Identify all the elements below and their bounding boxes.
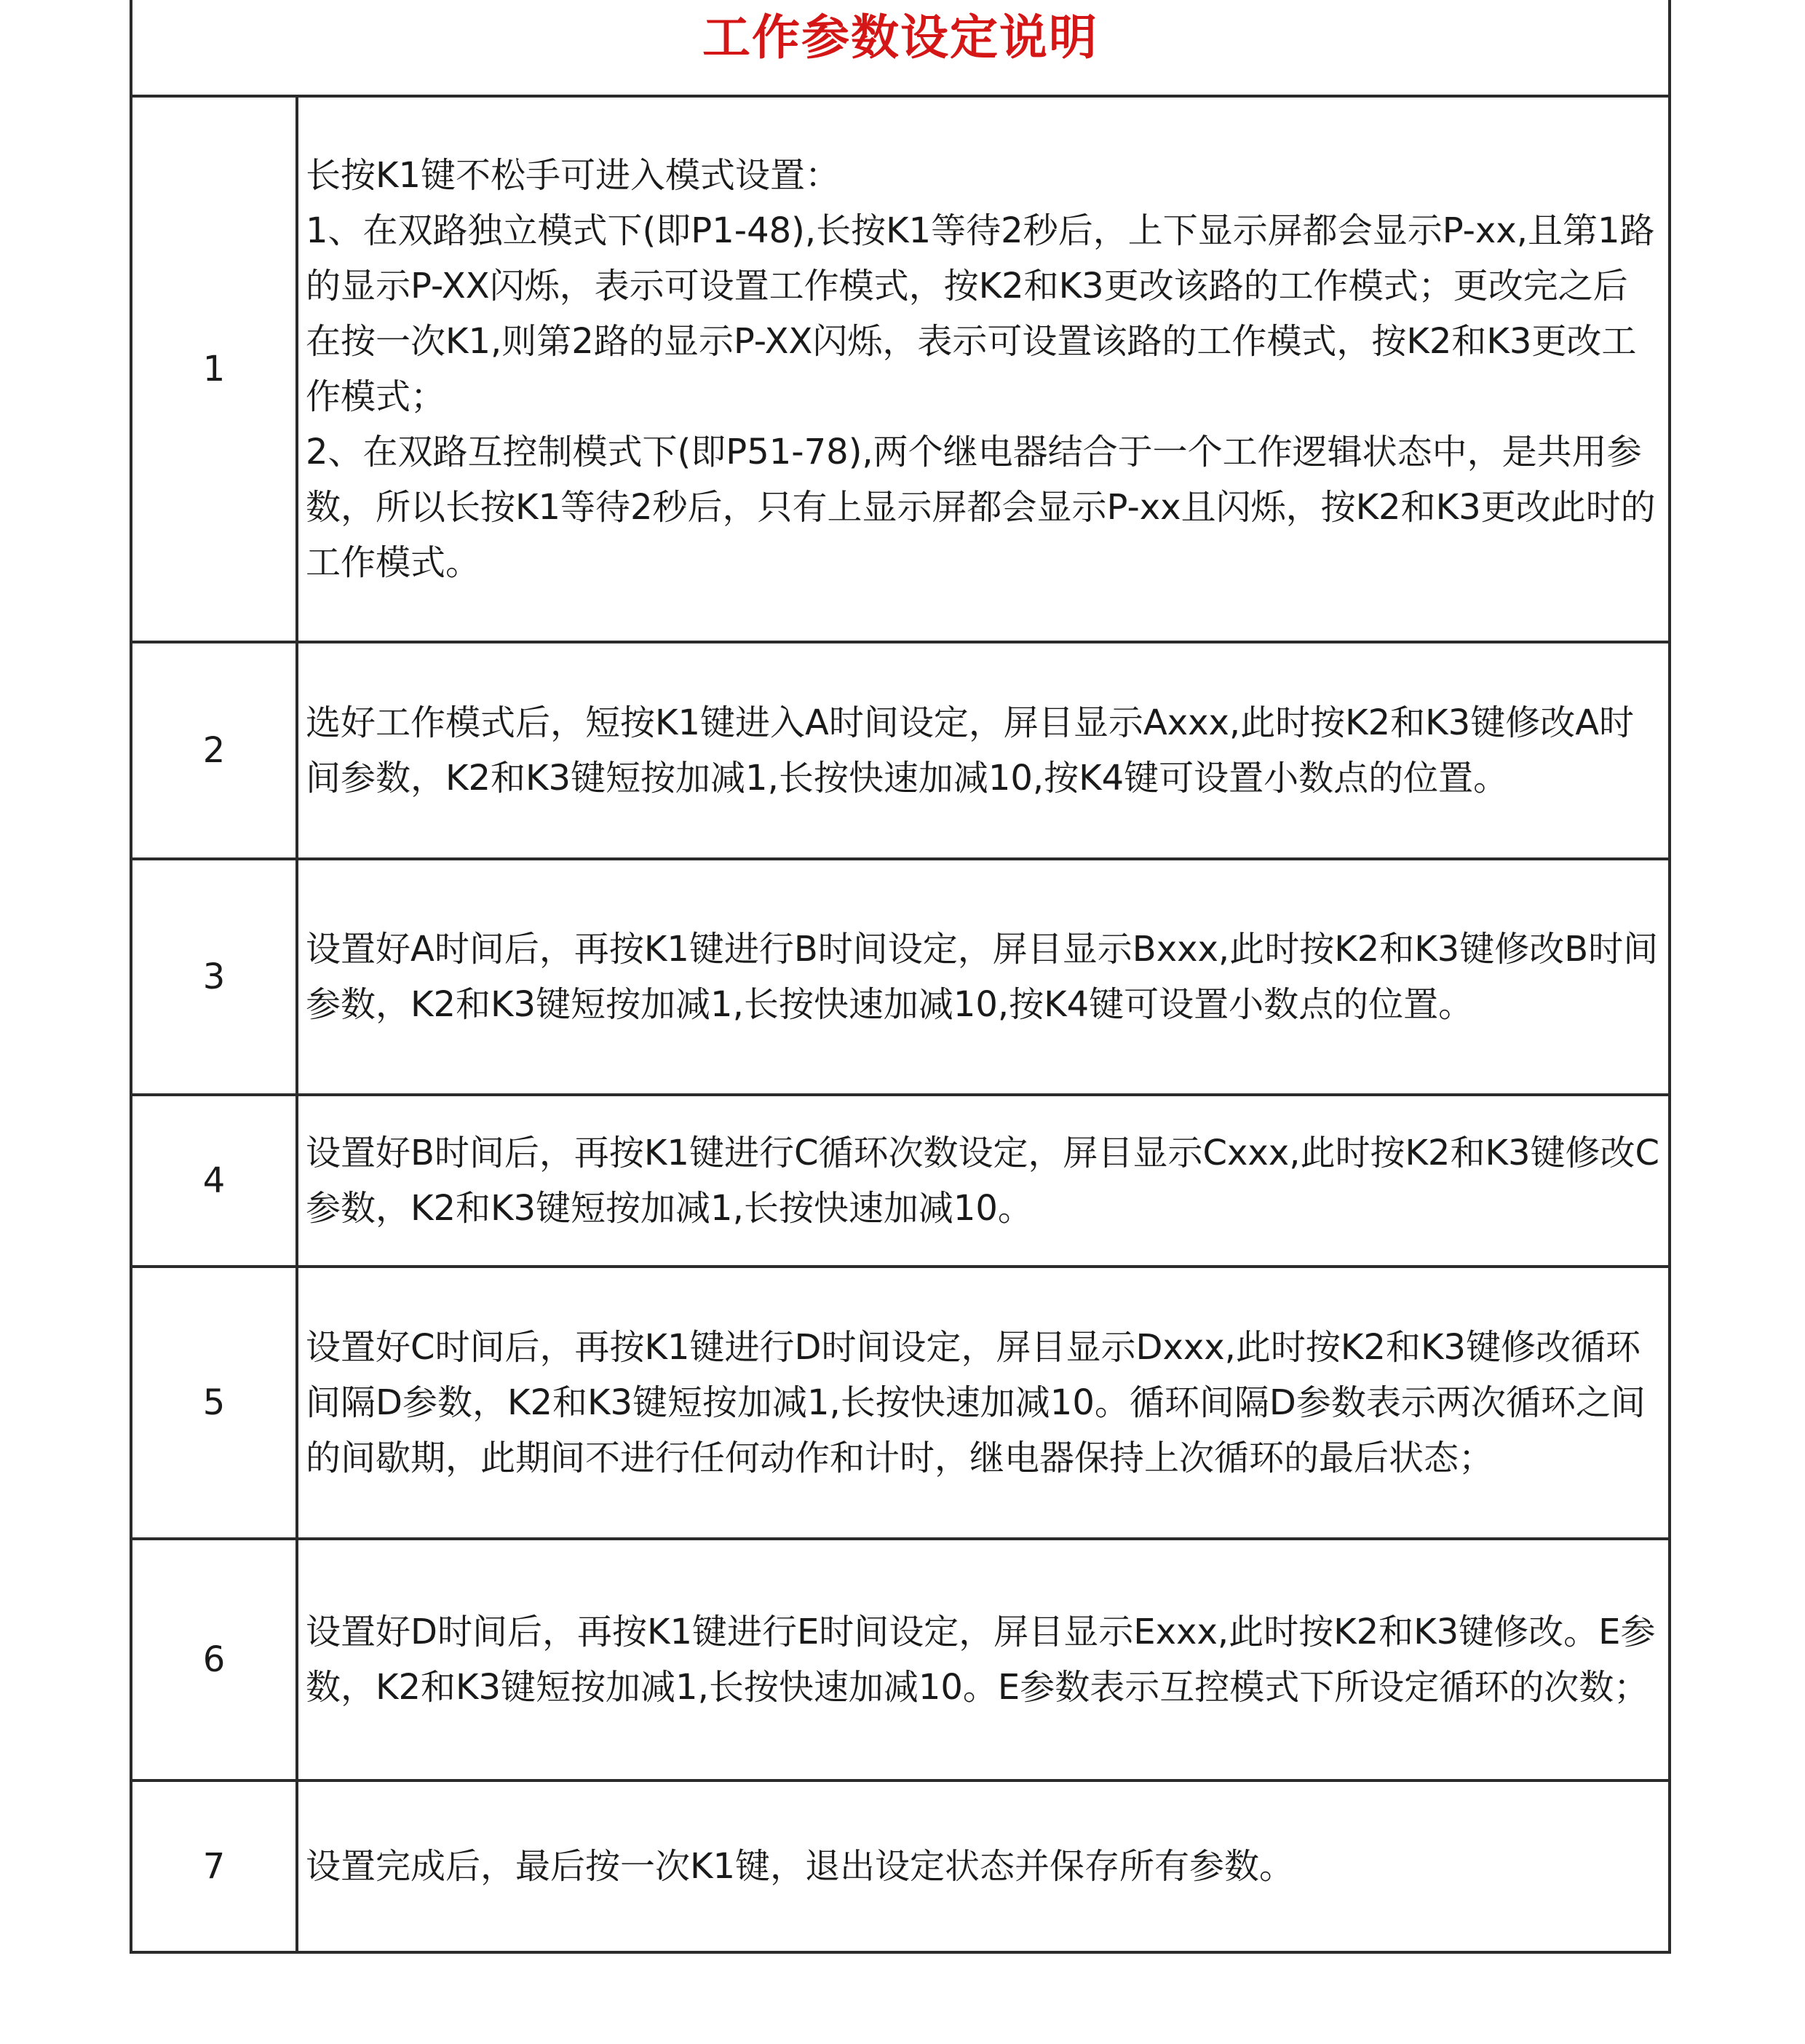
row-number: 2 (132, 643, 298, 857)
description-line: 设置完成后，最后按一次K1键，退出设定状态并保存所有参数。 (306, 1846, 1295, 1887)
page-title: 工作参数设定说明 (702, 9, 1098, 66)
row-number: 1 (132, 98, 298, 641)
row-number: 6 (132, 1540, 298, 1779)
row-description (298, 1268, 1668, 1537)
row-description (298, 1782, 1668, 1951)
row-number: 3 (132, 860, 298, 1093)
table-row (132, 1096, 1668, 1268)
row-description (298, 860, 1668, 1093)
table-row (132, 1782, 1668, 1951)
row-description (298, 643, 1668, 857)
title-row (132, 0, 1668, 98)
row-number: 4 (132, 1096, 298, 1265)
description-line: 设置好C时间后，再按K1键进行D时间设定，屏目显示Dxxx,此时按K2和K3键修改循环间隔D参数，K2和K3键短按加减1,长按快速加减10。循环间隔D参数表示两次循环之间的间歇期，此期间不进行任何动作和计时，继电器保持上次循环的最后状态； (306, 1327, 1646, 1478)
description-line: 设置好B时间后，再按K1键进行C循环次数设定，屏目显示Cxxx,此时按K2和K3键修改C参数，K2和K3键短按加减1,长按快速加减10。 (306, 1133, 1660, 1229)
settings-table (130, 0, 1671, 1954)
description-line: 选好工作模式后，短按K1键进入A时间设定，屏目显示Axxx,此时按K2和K3键修改A时间参数，K2和K3键短按加减1,长按快速加减10,按K4键可设置小数点的位置。 (306, 702, 1635, 799)
row-description (298, 1540, 1668, 1779)
description-line: 长按K1键不松手可进入模式设置： (306, 155, 841, 196)
description-line: 设置好A时间后，再按K1键进行B时间设定，屏目显示Bxxx,此时按K2和K3键修改B时间参数，K2和K3键短按加减1,长按快速加减10,按K4键可设置小数点的位置。 (306, 929, 1659, 1025)
table-row (132, 643, 1668, 860)
row-description (298, 1096, 1668, 1265)
row-number: 7 (132, 1782, 298, 1951)
description-line: 1、在双路独立模式下(即P1-48),长按K1等待2秒后，上下显示屏都会显示P-xx,且第1路的显示P-XX闪烁，表示可设置工作模式，按K2和K3更改该路的工作模式；更改完之后在按一次K1,则第2路的显示P-XX闪烁，表示可设置该路的工作模式，按K2和K3更改工作模式； (306, 210, 1655, 417)
row-number: 5 (132, 1268, 298, 1537)
table-row (132, 98, 1668, 643)
description-line: 设置好D时间后，再按K1键进行E时间设定，屏目显示Exxx,此时按K2和K3键修改。E参数，K2和K3键短按加减1,长按快速加减10。E参数表示互控模式下所设定循环的次数； (306, 1612, 1656, 1708)
description-line: 2、在双路互控制模式下(即P51-78),两个继电器结合于一个工作逻辑状态中，是共用参数，所以长按K1等待2秒后，只有上显示屏都会显示P-xx且闪烁，按K2和K3更改此时的工作模式。 (306, 432, 1656, 583)
row-description (298, 98, 1668, 641)
table-row (132, 860, 1668, 1096)
table-row (132, 1268, 1668, 1540)
table-row (132, 1540, 1668, 1782)
